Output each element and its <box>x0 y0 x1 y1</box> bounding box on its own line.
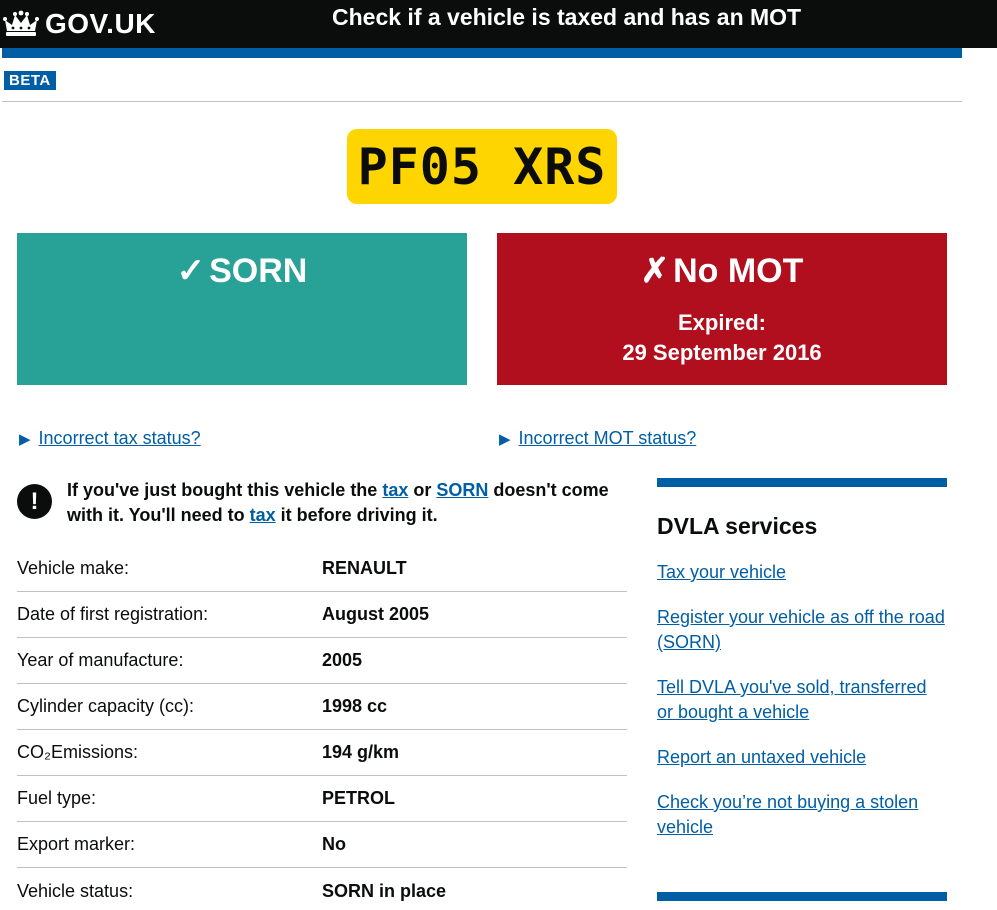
site-header <box>0 0 997 48</box>
tax-status-title <box>17 251 467 291</box>
detail-row <box>17 638 627 684</box>
detail-value: 2005 <box>322 650 363 670</box>
tax-your-vehicle-link[interactable]: Tax your vehicle <box>657 562 787 582</box>
report-untaxed-link[interactable]: Report an untaxed vehicle <box>657 747 867 767</box>
detail-row <box>17 822 627 868</box>
register-sorn-link[interactable]: Register your vehicle as off the road (SORN) <box>657 607 945 652</box>
tax-status-text: SORN <box>209 252 308 290</box>
tick-icon: ✓ <box>176 252 206 290</box>
vehicle-details-table <box>17 546 627 910</box>
sidebar-title: DVLA services <box>657 513 818 539</box>
sidebar-list-item <box>657 560 947 585</box>
detail-value: 194 g/km <box>322 742 400 762</box>
triangle-right-icon: ▶ <box>499 430 511 448</box>
warning-text-part: If you've just bought this vehicle the <box>67 480 383 500</box>
detail-value: SORN in place <box>322 880 447 901</box>
detail-value: No <box>322 834 346 854</box>
tell-dvla-sold-link[interactable]: Tell DVLA you've sold, transferred or bought a vehicle <box>657 677 927 722</box>
incorrect-mot-link[interactable]: Incorrect MOT status? <box>518 428 697 448</box>
detail-label: Date of first registration: <box>17 604 209 624</box>
detail-label: CO₂Emissions: <box>17 742 139 762</box>
mot-expired-label: Expired: <box>677 310 767 335</box>
mot-status-title <box>497 251 947 291</box>
sidebar-list-item <box>657 605 947 655</box>
warning-text-part: doesn't come with it. You'll need to <box>67 480 609 525</box>
number-plate <box>347 129 617 204</box>
tax-status-panel <box>17 233 467 385</box>
header-accent-bar <box>2 48 962 58</box>
detail-row <box>17 730 627 776</box>
detail-label: Cylinder capacity (cc): <box>17 696 195 716</box>
triangle-right-icon: ▶ <box>19 430 31 448</box>
detail-row <box>17 684 627 730</box>
incorrect-tax-link[interactable]: Incorrect tax status? <box>38 428 201 448</box>
detail-label: Vehicle make: <box>17 558 130 578</box>
warning-text <box>67 478 627 528</box>
sidebar-bottom-bar <box>657 892 947 901</box>
cross-icon: ✗ <box>640 252 670 290</box>
crown-icon <box>3 10 39 38</box>
detail-label: Vehicle status: <box>17 880 134 901</box>
warning-text-part: it before driving it. <box>275 505 438 525</box>
tax-link-2[interactable]: tax <box>249 505 276 525</box>
logo-text: GOV.UK <box>45 8 156 39</box>
detail-row <box>17 776 627 822</box>
detail-row <box>17 546 627 592</box>
detail-value: August 2005 <box>322 604 430 624</box>
warning-text-part: or <box>408 480 437 500</box>
detail-value: 1998 cc <box>322 696 388 716</box>
incorrect-mot-toggle[interactable] <box>499 428 696 449</box>
sidebar-list-item <box>657 675 947 725</box>
mot-expired-date: 29 September 2016 <box>622 340 822 365</box>
service-name[interactable]: Check if a vehicle is taxed and has an MOT <box>332 4 802 30</box>
detail-row <box>17 868 627 910</box>
tax-link[interactable]: tax <box>382 480 409 500</box>
detail-value: RENAULT <box>322 558 407 578</box>
incorrect-tax-toggle[interactable] <box>19 428 201 449</box>
sidebar-list-item <box>657 745 947 770</box>
sidebar-link-list <box>657 560 947 840</box>
sorn-link[interactable]: SORN <box>436 480 489 500</box>
mot-status-text: No MOT <box>673 252 804 290</box>
detail-label: Fuel type: <box>17 788 97 808</box>
beta-tag: BETA <box>4 71 56 90</box>
detail-value: PETROL <box>322 788 396 808</box>
sidebar-accent-bar <box>657 478 947 487</box>
detail-label: Year of manufacture: <box>17 650 184 670</box>
registration-number: PF05 XRS <box>357 137 607 196</box>
check-stolen-link[interactable]: Check you’re not buying a stolen vehicle <box>657 792 919 837</box>
detail-row <box>17 592 627 638</box>
detail-label: Export marker: <box>17 834 136 854</box>
govuk-logo-link[interactable] <box>3 6 156 42</box>
dvla-services-sidebar <box>657 478 947 860</box>
sidebar-list-item <box>657 790 947 840</box>
mot-status-panel <box>497 233 947 385</box>
phase-banner <box>2 69 962 102</box>
exclamation-icon: ! <box>17 484 52 519</box>
